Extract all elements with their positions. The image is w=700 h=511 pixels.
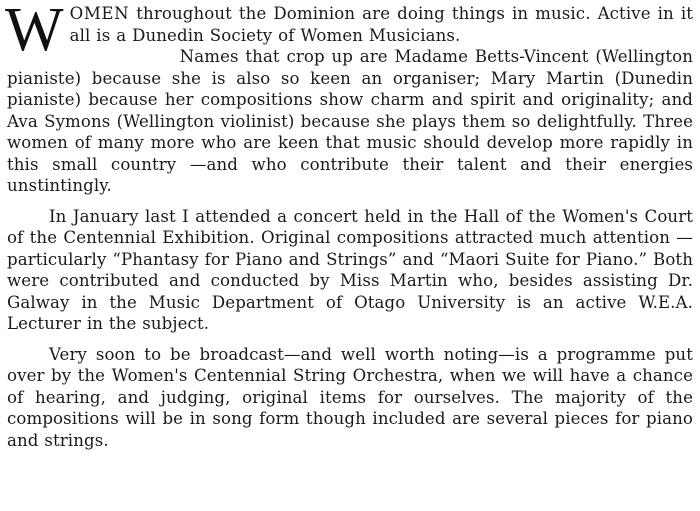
article-body <box>7 0 693 451</box>
article-paragraph-broadcast: Very soon to be broadcast—and well worth noting—is a programme put over by the Women's Centennial String Orchestra, when we will have a chance of hearing, and judging, original items for ourselves. The majority of the compositions will be in song form though included are several pieces for piano and strings. <box>7 344 693 450</box>
first-word-rest: OMEN <box>69 4 130 23</box>
drop-cap: W <box>5 0 64 64</box>
article-paragraph-intro <box>5 0 693 64</box>
intro-text: throughout the Dominion are doing things in music. Active in it all is a Dunedin Society of Women Musicians. <box>69 4 693 45</box>
article-paragraph-concert: In January last I attended a concert held in the Hall of the Women's Court of the Centennial Exhibition. Original compositions attracted much attention — particularly “Phantasy for Piano and Strings” and “Maori Suite for Piano.” Both were contributed and conducted by Miss Martin who, besides assisting Dr. Galway in the Music Department of Otago University is an active W.E.A. Lecturer in the subject. <box>7 206 693 333</box>
article-paragraph-names: Names that crop up are Madame Betts-Vincent (Wellington pianiste) because she is also so keen an organiser; Mary Martin (Dunedin pianiste) because her compositions show charm and spirit and originality; and Ava Symons (Wellington violinist) because she plays them so delightfully. Three women of many more who are keen that music should develop more rapidly in this small country —and who contribute their talent and their energies unstintingly. <box>7 47 693 195</box>
